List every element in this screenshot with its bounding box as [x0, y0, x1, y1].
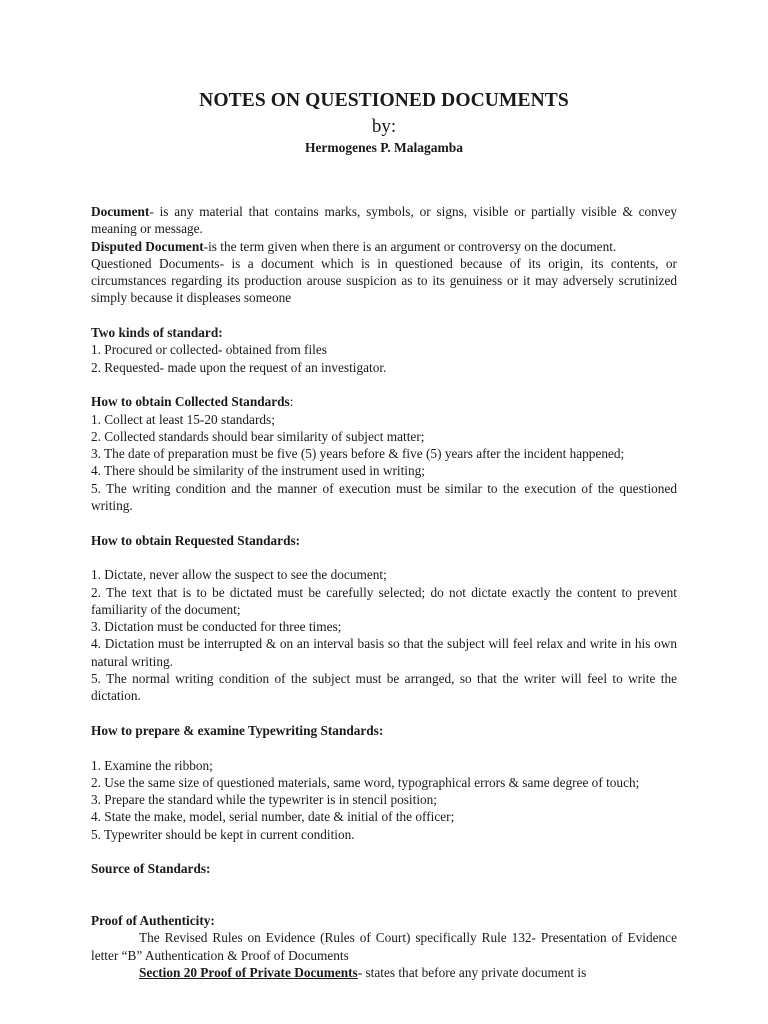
section-heading-requested: How to obtain Requested Standards: — [91, 532, 301, 548]
list-item: 2. Requested- made upon the request of an investigator. — [91, 359, 387, 375]
list-item: 2. Collected standards should bear similarity of subject matter; — [91, 428, 425, 444]
definition-questioned: Questioned Documents- is a document which is in questioned because of its origin, its contents, or circumstances regarding its production arouse suspicion as to its genuiness or it may adversely scrutinized simply because it displeases someone — [91, 255, 677, 306]
section-heading-sources: Source of Standards: — [91, 861, 211, 877]
authenticity-paragraph: The Revised Rules on Evidence (Rules of Court) specifically Rule 132- Presentation of Evidence letter “B” Authentication & Proof of Documents — [91, 930, 677, 963]
list-item: 4. There should be similarity of the instrument used in writing; — [91, 463, 425, 479]
list-item: 1. Examine the ribbon; — [91, 757, 213, 773]
author-name: Hermogenes P. Malagamba — [304, 140, 464, 155]
list-item: 5. Typewriter should be kept in current condition. — [91, 826, 355, 842]
term-disputed-document: Disputed Document — [91, 238, 204, 254]
section-20-paragraph: Section 20 Proof of Private Documents- states that before any private document is — [139, 965, 587, 981]
list-item: 2. The text that is to be dictated must be carefully selected; do not dictate exactly the content to prevent familiarity of the document; — [91, 584, 677, 617]
list-item: 5. The writing condition and the manner of execution must be similar to the execution of the questioned writing. — [91, 480, 677, 514]
section-heading-typewriting: How to prepare & examine Typewriting Standards: — [91, 722, 384, 738]
section-heading-kinds: Two kinds of standard: — [91, 325, 223, 341]
list-item: 3. The date of preparation must be five (5) years before & five (5) years after the incident happened; — [91, 446, 625, 462]
list-item: 3. Prepare the standard while the typewriter is in stencil position; — [91, 792, 438, 808]
term-document: Document — [91, 204, 150, 219]
list-item: 5. The normal writing condition of the subject must be arranged, so that the writer will feel to write the dictation. — [91, 671, 677, 704]
by-line: by: — [371, 116, 397, 137]
section-heading-authenticity: Proof of Authenticity: — [91, 913, 215, 929]
section-heading-collected: How to obtain Collected Standards: — [91, 394, 294, 410]
list-item: 1. Collect at least 15-20 standards; — [91, 411, 275, 427]
list-item: 1. Procured or collected- obtained from files — [91, 342, 327, 358]
definition-document-text: - is any material that contains marks, symbols, or signs, visible or partially visible & convey meaning or message. — [91, 204, 677, 237]
definition-disputed-text: -is the term given when there is an argument or controversy on the document. — [203, 238, 617, 254]
definition-document — [91, 203, 677, 238]
list-item: 3. Dictation must be conducted for three times; — [91, 619, 342, 635]
list-item: 4. State the make, model, serial number, date & initial of the officer; — [91, 809, 455, 825]
list-item: 2. Use the same size of questioned materials, same word, typographical errors & same degree of touch; — [91, 774, 640, 790]
page-title: NOTES ON QUESTIONED DOCUMENTS — [199, 90, 569, 111]
list-item: 1. Dictate, never allow the suspect to see the document; — [91, 567, 387, 583]
list-item: 4. Dictation must be interrupted & on an interval basis so that the subject will feel relax and write in his own natural writing. — [91, 636, 677, 669]
definition-disputed — [91, 238, 677, 255]
document-body — [91, 203, 677, 981]
